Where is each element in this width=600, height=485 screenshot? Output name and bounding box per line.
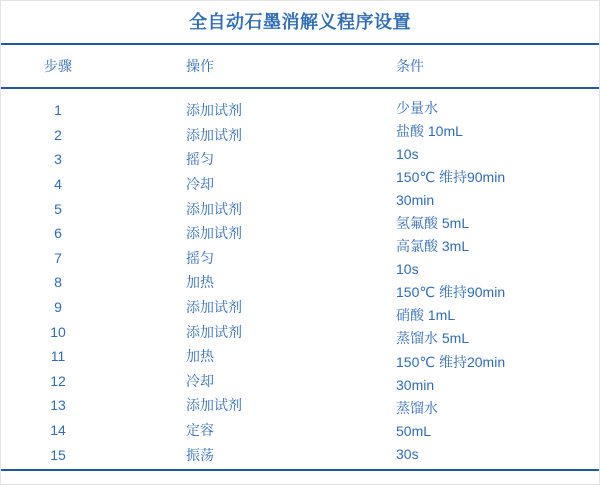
operation-label: 添加试剂 (186, 225, 242, 242)
condition-value: 50mL (396, 422, 432, 439)
table-body (1, 89, 599, 469)
condition-value: 150℃ 维持90min (396, 168, 506, 185)
step-number: 3 (54, 151, 62, 168)
step-number: 7 (54, 249, 62, 266)
step-number: 15 (50, 446, 66, 463)
step-number: 10 (50, 323, 66, 340)
condition-column (396, 96, 599, 466)
header-operation: 操作 (186, 58, 214, 74)
condition-value: 蒸馏水 (396, 399, 438, 416)
operation-label: 添加试剂 (186, 323, 242, 340)
condition-value: 高氯酸 3mL (396, 238, 470, 255)
table-header (1, 45, 599, 87)
header-condition: 条件 (396, 58, 424, 74)
step-number: 14 (50, 422, 66, 439)
step-number: 11 (50, 348, 66, 365)
operation-label: 添加试剂 (186, 299, 242, 316)
condition-value: 10s (396, 145, 419, 162)
operation-label: 定容 (186, 422, 214, 439)
operation-label: 摇匀 (186, 249, 214, 266)
operation-label: 添加试剂 (186, 200, 242, 217)
operation-label: 加热 (186, 274, 214, 291)
step-number: 8 (54, 274, 62, 291)
condition-value: 150℃ 维持90min (396, 284, 506, 301)
condition-value: 硝酸 1mL (396, 307, 456, 324)
step-number: 2 (54, 126, 62, 143)
step-number: 13 (50, 397, 66, 414)
condition-value: 少量水 (396, 99, 438, 116)
condition-value: 30s (396, 445, 419, 462)
condition-value: 30min (396, 191, 435, 208)
condition-value: 30min (396, 376, 435, 393)
operation-label: 添加试剂 (186, 126, 242, 143)
page-title: 全自动石墨消解义程序设置 (189, 12, 411, 32)
step-number: 1 (54, 102, 62, 119)
operation-label: 振荡 (186, 446, 214, 463)
operation-label: 加热 (186, 348, 214, 365)
operation-label: 冷却 (186, 372, 214, 389)
operation-label: 摇匀 (186, 151, 214, 168)
condition-value: 蒸馏水 5mL (396, 330, 470, 347)
divider-bottom (1, 469, 599, 471)
condition-value: 10s (396, 261, 419, 278)
step-number: 4 (54, 176, 62, 193)
operation-label: 添加试剂 (186, 102, 242, 119)
condition-value: 氢氟酸 5mL (396, 215, 470, 232)
operation-label: 冷却 (186, 176, 214, 193)
operation-label: 添加试剂 (186, 397, 242, 414)
step-number: 12 (50, 372, 66, 389)
header-step: 步骤 (44, 58, 72, 74)
step-number: 5 (54, 200, 62, 217)
condition-value: 150℃ 维持20min (396, 353, 506, 370)
step-number: 6 (54, 225, 62, 242)
condition-value: 盐酸 10mL (396, 122, 463, 139)
step-number: 9 (54, 299, 62, 316)
